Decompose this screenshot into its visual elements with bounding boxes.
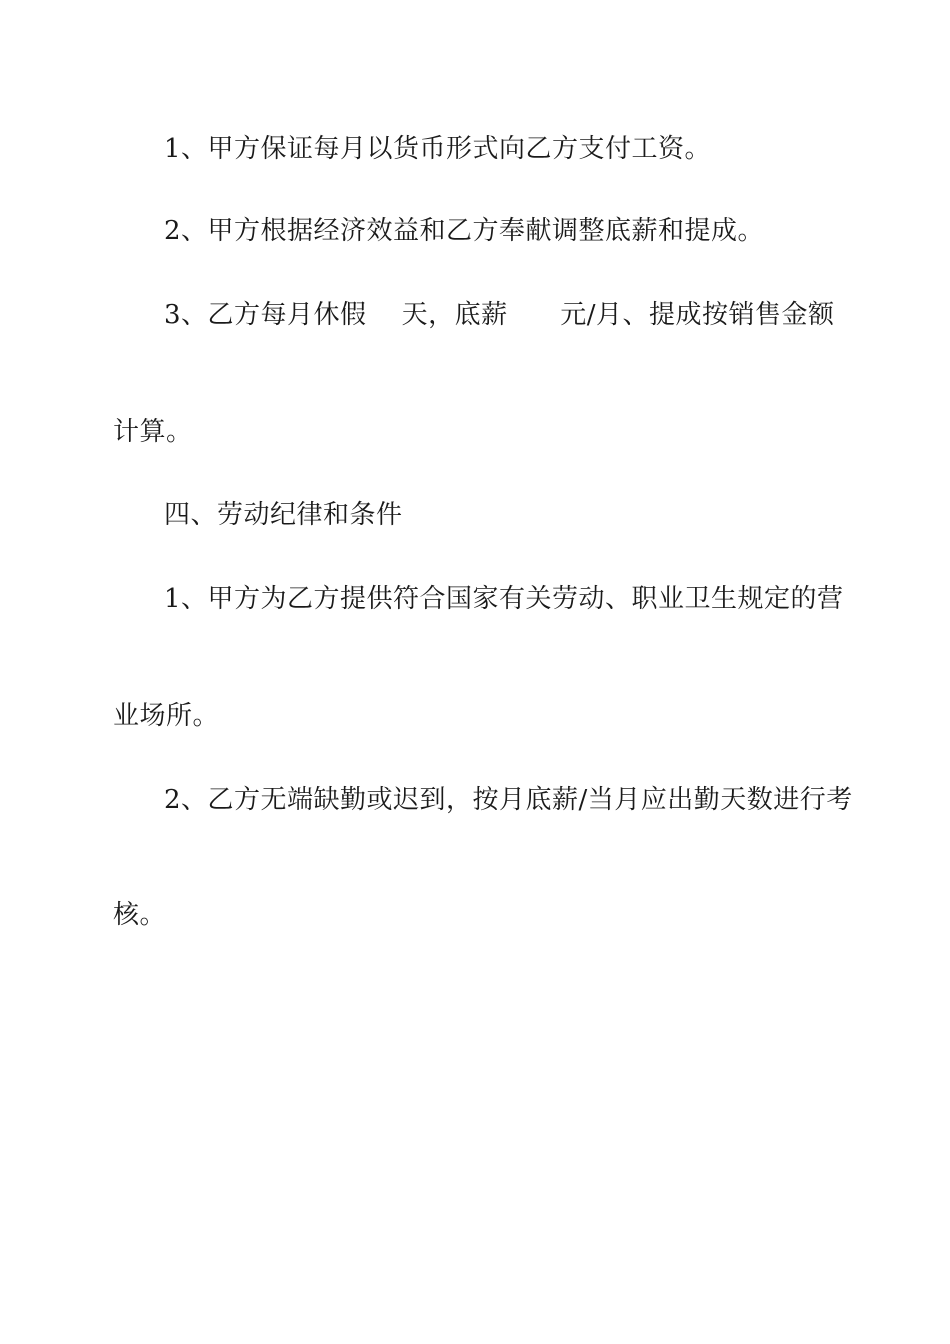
- clause-absence-continued: 核。: [113, 900, 167, 930]
- clause-absence: 2、乙方无端缺勤或迟到，按月底薪/当月应出勤天数进行考: [164, 785, 853, 815]
- clause-leave-salary: 3、乙方每月休假 天，底薪 元/月、提成按销售金额: [164, 300, 835, 330]
- clause-workplace-continued: 业场所。: [113, 701, 220, 731]
- clause-workplace: 1、甲方为乙方提供符合国家有关劳动、职业卫生规定的营: [164, 584, 844, 614]
- section-heading-labor-discipline: 四、劳动纪律和条件: [164, 500, 403, 530]
- clause-wage-payment: 1、甲方保证每月以货币形式向乙方支付工资。: [164, 134, 712, 164]
- clause-leave-salary-continued: 计算。: [113, 417, 193, 447]
- clause-wage-adjustment: 2、甲方根据经济效益和乙方奉献调整底薪和提成。: [164, 216, 765, 246]
